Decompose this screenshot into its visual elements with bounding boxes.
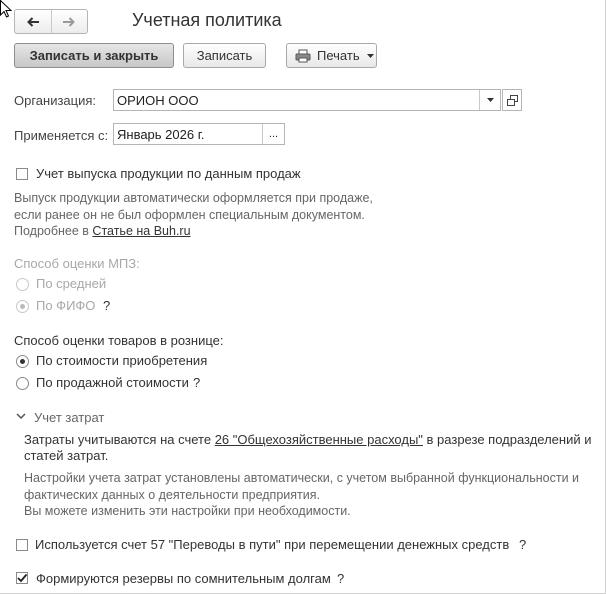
cost-note-line: Настройки учета затрат установлены автоматически, с учетом выбранной функциональности и [24,471,580,485]
chevron-down-icon[interactable] [16,413,26,420]
nav-group [14,9,88,34]
sales-output-note-line: если ранее он не был оформлен специальным документом. [14,207,365,222]
retail-sale-price-label[interactable]: По продажной стоимости [36,375,189,390]
sales-output-checkbox[interactable] [16,168,28,180]
retail-purchase-cost-radio[interactable] [16,355,29,368]
back-button[interactable] [15,10,51,33]
mpz-average-label[interactable]: По средней [36,276,107,291]
cost-accounting-note [24,470,579,520]
cost-accounting-section-title[interactable]: Учет затрат [34,410,105,425]
dropdown-arrow-icon [367,54,374,58]
mpz-valuation-title: Способ оценки МПЗ: [14,256,140,271]
page-title: Учетная политика [132,10,282,30]
more-prefix: Подробнее в [14,224,93,238]
account57-checkbox[interactable] [16,539,28,551]
reserves-help-icon[interactable]: ? [337,571,345,586]
applies-from-label: Применяется с: [14,128,109,143]
save-and-close-button[interactable]: Записать и закрыть [14,43,174,68]
mouse-cursor-icon [0,0,12,18]
mpz-fifo-radio[interactable] [16,300,29,313]
retail-valuation-title: Способ оценки товаров в рознице: [14,333,224,348]
radio-dot [20,359,25,364]
reserves-label[interactable]: Формируются резервы по сомнительным долгам [36,571,331,586]
sales-output-label[interactable]: Учет выпуска продукции по данным продаж [36,166,301,181]
save-button[interactable]: Записать [183,43,266,68]
account57-label[interactable]: Используется счет 57 "Переводы в пути" при перемещении денежных средств [35,537,510,552]
sales-output-note [14,190,373,240]
cost-accounting-line1 [24,432,592,447]
reserves-checkbox[interactable] [16,572,28,584]
sales-output-note-line: Выпуск продукции автоматически оформляется при продаже, [14,191,373,205]
retail-purchase-cost-label[interactable]: По стоимости приобретения [36,353,208,368]
checkmark-icon [16,572,28,584]
arrow-right-icon [62,16,76,28]
account-26-link[interactable]: 26 "Общехозяйственные расходы" [214,432,423,447]
organization-field[interactable] [113,89,501,111]
forward-button[interactable] [51,10,88,33]
applies-from-select-button[interactable]: ... [262,124,284,144]
radio-dot [20,304,25,309]
account57-help-icon[interactable]: ? [519,537,527,552]
printer-icon [295,49,311,63]
mpz-help-icon[interactable]: ? [103,298,111,313]
dropdown-arrow-icon [487,98,494,102]
print-button-label: Печать [317,48,360,63]
cost-line-suffix: в разрезе подразделений и [422,432,592,447]
applies-from-value: Январь 2026 г. [117,126,205,142]
sales-output-more [14,223,373,240]
mpz-fifo-label[interactable]: По ФИФО [36,298,96,313]
retail-help-icon[interactable]: ? [193,375,201,390]
buh-article-link[interactable]: Статье на Buh.ru [92,224,191,238]
cost-line-prefix: Затраты учитываются на счете [24,432,215,447]
print-button[interactable] [286,43,377,68]
cost-accounting-line2: статей затрат. [24,448,109,463]
open-window-icon [507,95,518,106]
applies-from-field[interactable] [113,123,285,145]
organization-label: Организация: [14,93,97,108]
cost-note-line: Вы можете изменить эти настройки при необходимости. [24,504,351,518]
organization-dropdown-button[interactable] [479,90,500,110]
cost-note-line: фактических данных о деятельности предприятия. [24,487,320,502]
organization-value: ОРИОН ООО [117,92,199,108]
mpz-average-radio[interactable] [16,278,29,291]
retail-sale-price-radio[interactable] [16,377,29,390]
arrow-left-icon [26,16,40,28]
organization-open-button[interactable] [502,89,522,111]
